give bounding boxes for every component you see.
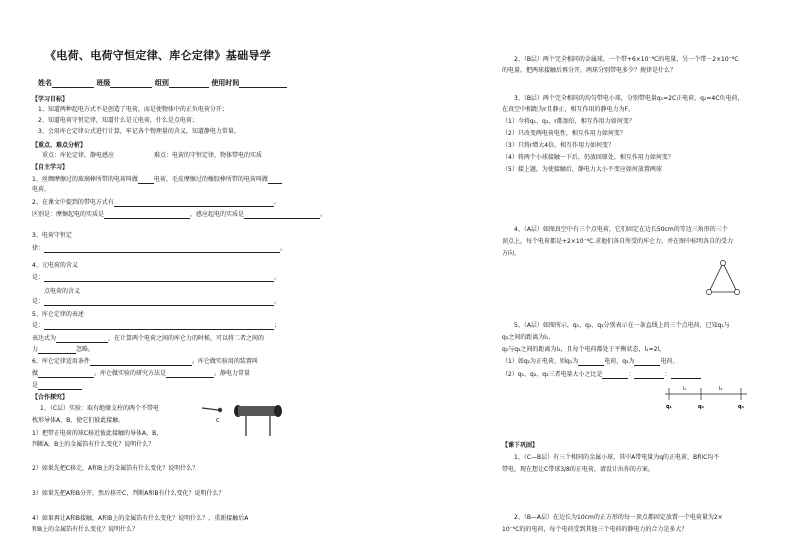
charge-icon — [734, 289, 739, 294]
self-q1-text: 1、丝绸摩擦过的玻璃棒所带的电荷叫做 — [32, 176, 138, 183]
problem-3-item: （1）今将q₁、q₂、r都加倍，相互作用力如何变？ — [502, 118, 635, 125]
coop-q3: 3）如果先把A和B分开，然后移开C，判断A和B有什么变化？说明什么？ — [32, 490, 225, 497]
after-q1: 带电，现在想让C带球3/8的正电荷，请设计出你的方案。 — [502, 466, 654, 473]
answer-blank[interactable] — [671, 372, 701, 379]
charge-icon — [706, 289, 711, 294]
charged-ball-c-icon — [218, 408, 222, 412]
q1-label: q₁ — [666, 404, 672, 410]
self-q6-line2 — [32, 370, 250, 378]
self-q5-text: ，在计算两个电荷之间的库仑力的时候，可以将二者之间的 — [108, 335, 265, 342]
conductor-experiment-figure — [198, 398, 298, 440]
triangle-charges-figure — [703, 258, 743, 298]
self-q6-line3 — [32, 382, 82, 390]
problem-2: 的电量。把两球接触后再分开，两球分别带电多少？规律是什么？ — [502, 67, 677, 74]
page-title: 《电荷、电荷守恒定律、库仑定律》基础导学 — [45, 49, 271, 62]
charge-icon — [720, 260, 725, 265]
coop-q4b: 和B上的金属箔有什么变化？说明什么？ — [32, 526, 139, 533]
self-q3-end: 。 — [280, 245, 287, 252]
coop-q1b: 判断A，B上的金属箔有什么变化？说明什么？ — [32, 441, 155, 448]
answer-blank[interactable] — [38, 383, 82, 390]
self-q2-text: 区别是：摩擦起电的实质是 — [32, 211, 105, 218]
self-q1-text: 电荷，毛皮摩擦过的橡胶棒所带的电荷叫做 — [153, 176, 268, 183]
answer-blank[interactable] — [244, 212, 320, 219]
q3-label: q₃ — [738, 404, 744, 410]
answer-blank[interactable] — [268, 177, 282, 184]
after-q2: 2、（B—A层）在边长为10cm的正方形的每一顶点都固定放置一个电荷量为2× — [514, 514, 723, 521]
answer-blank[interactable] — [44, 323, 274, 330]
coop-heading: 【合作探究】 — [32, 394, 69, 401]
self-q6-text: 。库仑做实验用的装置叫 — [191, 358, 258, 365]
answer-blank[interactable] — [634, 359, 660, 366]
problem-5-text: 电荷，q₃为 — [604, 358, 635, 365]
self-q5-answer — [32, 322, 280, 330]
answer-blank[interactable] — [114, 200, 274, 207]
conductor-body-icon — [238, 406, 278, 416]
date-blank[interactable] — [239, 81, 287, 88]
self-q5-ignore — [32, 346, 94, 354]
self-q6 — [32, 358, 258, 366]
ball-c-label: C — [216, 418, 220, 424]
self-q5-text: 力 — [32, 346, 39, 353]
after-class-heading: 【课下巩固】 — [502, 442, 539, 449]
after-q2: 10⁻⁶C的的电荷，每个电荷受到其他三个电荷的静电力的合力是多大？ — [502, 526, 688, 533]
answer-blank[interactable] — [38, 371, 94, 378]
answer-blank[interactable] — [578, 359, 604, 366]
self-q3-answer — [32, 245, 286, 253]
problem-5: 5、（A层）如图所示，q₁、q₂、q₃分别表示在一条直线上的三个点电荷，已知q₁与 — [514, 322, 730, 329]
problem-5-text: （1）如q₂为正电荷，则q₁为 — [502, 358, 579, 365]
problem-2: 2、（B层）两个完全相同的金属球，一个带+6×10⁻⁸C的电量，另一个带－2×10⁻⁸C — [514, 56, 739, 63]
key-heading: 【重点、难点分析】 — [32, 142, 87, 149]
coop-q2: 2）如果先把C移走，A和B上的金属箔有什么变化？说明什么？ — [32, 465, 199, 472]
self-q4-label: 是： — [32, 298, 45, 305]
coop-q1: 1）把带正电荷的球C移近彼此接触的导体A，B， — [32, 430, 163, 437]
problem-5-text: 电荷。 — [660, 358, 679, 365]
coop-intro: 1、（C层）实验：取有绝缘支柱的两个不带电 — [40, 405, 160, 412]
self-q6-text: 。库仑做实验的研究方法是 — [94, 370, 167, 377]
problem-3: 在真空中相距为r且静止，相互作用的静电力为F。 — [502, 106, 634, 113]
self-q2-diff — [32, 211, 326, 219]
self-q2 — [32, 199, 280, 207]
problem-4: 顶点上，每个电荷都是+2×10⁻⁶C.求他们各自所受的库仑力，并在图中标明各自的受力 — [502, 238, 734, 245]
answer-blank[interactable] — [166, 371, 214, 378]
self-q5-formula — [32, 335, 264, 343]
self-q1-end: 电荷。 — [32, 186, 51, 193]
conductor-end-b-icon — [274, 405, 282, 417]
date-label: 使用时间 — [211, 79, 240, 87]
answer-blank[interactable] — [44, 246, 280, 253]
self-q6-text: 做 — [32, 370, 39, 377]
difficult-points: 难点：电荷的守恒定律，物体带电的实质 — [154, 152, 263, 159]
answer-blank[interactable] — [44, 299, 274, 306]
l2-label: l₂ — [719, 386, 723, 392]
problem-3-item: （3）只将r增大4倍，相互作用力如何变？ — [502, 142, 615, 149]
answer-blank[interactable] — [38, 347, 76, 354]
self-q3-label: 律： — [32, 245, 45, 252]
group-label: 组别 — [154, 79, 169, 87]
self-q2-end: 。 — [273, 199, 280, 206]
coop-q4: 4）如果再让A和B接触，A和B上的金属箔有什么变化？说明什么？，重新接触后A — [32, 515, 249, 522]
q2-label: q₂ — [698, 404, 704, 410]
important-points: 重点：库伦定律，静电感应 — [42, 152, 115, 159]
self-q4-end: 。 — [274, 274, 281, 281]
self-q4-answer — [32, 274, 280, 282]
self-q6-text: 是 — [32, 382, 39, 389]
self-study-heading: 【自主学习】 — [32, 164, 69, 171]
group-blank[interactable] — [169, 81, 209, 88]
key-points-row — [42, 152, 262, 160]
problem-5-text: （2）q₁、q₂、q₃三者电量大小之比是 — [502, 371, 603, 378]
problem-4: 4、（A层）如图真空中有三个点电荷，它们固定在边长50cm的等边三角形的三个 — [514, 226, 728, 233]
coop-intro: 枕形导体A，B，使它们彼此接触。 — [32, 417, 125, 424]
goal-item: 2、知道电荷守恒定律，知道什么是元电荷，什么是点电荷； — [38, 117, 198, 124]
l1-label: l₁ — [683, 386, 687, 392]
answer-blank[interactable] — [602, 372, 628, 379]
goals-heading: 【学习目标】 — [32, 96, 69, 103]
problem-5-text: ： — [664, 371, 671, 378]
answer-blank[interactable] — [138, 177, 154, 184]
problem-4: 方向。 — [502, 250, 521, 257]
answer-blank[interactable] — [634, 372, 664, 379]
problem-5-q2 — [502, 371, 701, 379]
problem-5: q₂与q₃之间的距离为l₂，且每个电荷都处于平衡状态，l₁=2l。 — [502, 346, 666, 353]
problem-5-text: ： — [628, 371, 635, 378]
problem-5-q1 — [502, 358, 678, 366]
rod-icon — [202, 408, 218, 410]
self-q5-text: 忽略。 — [76, 346, 95, 353]
self-q4-point: 点电荷的含义 — [44, 288, 81, 295]
line-charges-figure — [661, 380, 751, 412]
after-q1: 1、（C—B层）有三个相同的金属小球，其中A带电量为q的正电荷，B和C均不 — [514, 454, 720, 461]
self-q4-end: 。 — [274, 298, 281, 305]
self-q4-label: 是： — [32, 274, 45, 281]
problem-3: 3、（B层）两个完全相同的均匀带电小球，分别带电量q₁=2C正电荷，q₂=4C负电荷， — [514, 95, 744, 102]
problem-3-item: （2）只改变两电荷电性，相互作用力如何变？ — [502, 130, 626, 137]
goal-item: 1、知道两种起电方式不是创造了电荷，而是使物体中的正负电荷分开； — [38, 106, 228, 113]
name-label: 姓名 — [38, 79, 52, 87]
self-q6-text: 。静电力常量 — [214, 370, 251, 377]
class-blank[interactable] — [110, 81, 152, 88]
self-q4-point-answer — [32, 298, 280, 306]
self-q1 — [32, 176, 282, 184]
problem-5: q₂之间的距离为l₁， — [502, 334, 555, 341]
self-q5: 5、库仑定律的表述 — [32, 311, 84, 318]
answer-blank[interactable] — [90, 359, 192, 366]
answer-blank[interactable] — [104, 212, 190, 219]
self-q4: 4、元电荷的含义 — [32, 262, 78, 269]
class-label: 班级 — [96, 79, 111, 87]
goal-item: 3、会用库仑定律公式进行计算，牢记各个物理量的含义，知道静电力常量。 — [38, 128, 240, 135]
self-q5-end: ； — [274, 322, 281, 329]
self-q3: 3、电荷守恒定 — [32, 232, 72, 239]
self-q2-end: 。 — [320, 211, 327, 218]
right-page — [397, 0, 794, 560]
self-q6-text: 6、库仑定律适用条件 — [32, 358, 90, 365]
student-info-row — [38, 78, 287, 88]
problem-3-item: （4）将两个小球接触一下后，仍放回原处，相互作用力如何变？ — [502, 154, 674, 161]
self-q2-text: ，感应起电的实质是 — [190, 211, 245, 218]
answer-blank[interactable] — [44, 275, 274, 282]
answer-blank[interactable] — [56, 336, 108, 343]
self-q5-text: 表达式为 — [32, 335, 57, 342]
triangle-icon — [709, 263, 737, 292]
name-blank[interactable] — [52, 81, 94, 88]
self-q2-text: 2、在课文中提到的带电方式有 — [32, 199, 114, 206]
problem-3-item: （5）接上题，为使接触后，静电力大小不变应如何放置两球 — [502, 166, 662, 173]
self-q5-label: 是： — [32, 322, 45, 329]
